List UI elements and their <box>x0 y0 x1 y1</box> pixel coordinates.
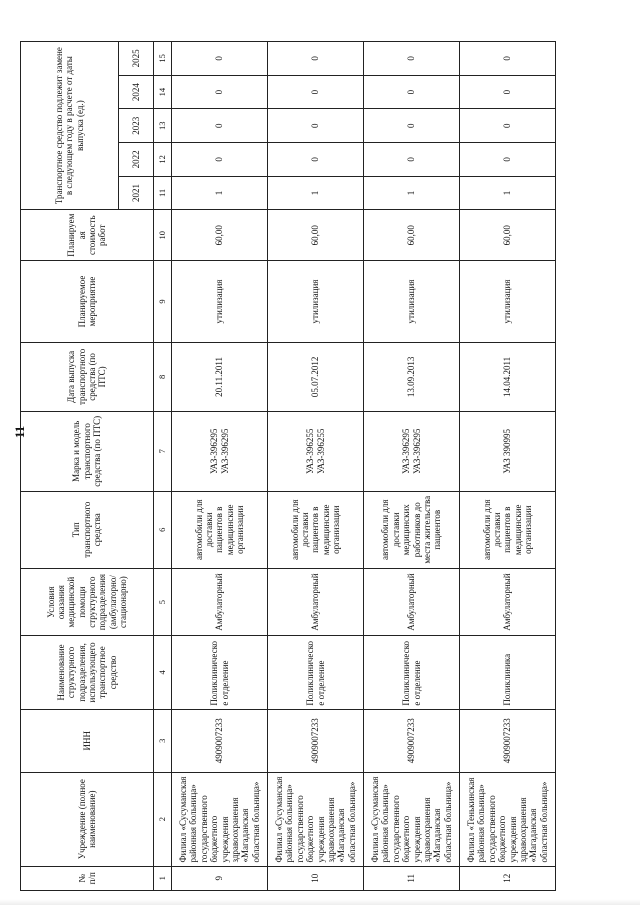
cell-vehicle-type: автомобили для доставки пациентов в медицинские организации <box>268 491 364 568</box>
cell-institution: Филиал «Сусуманская районная больница» государственного бюджетного учреждения здравоохранения «Магаданская областная больница» <box>364 772 460 866</box>
cell-year-value: 1 <box>172 176 268 210</box>
cell-conditions: Амбулаторный <box>268 568 364 635</box>
column-number: 9 <box>154 261 172 343</box>
cell-brand-model: УАЗ-396295 УАЗ-396295 <box>172 412 268 491</box>
cell-year-value: 0 <box>460 109 556 143</box>
header-num: № п/п <box>21 866 154 890</box>
cell-division: Поликлиническое отделение <box>268 636 364 709</box>
cell-planned-action: утилизация <box>460 261 556 343</box>
cell-year-value: 0 <box>172 143 268 177</box>
cell-inn: 4909007233 <box>172 709 268 772</box>
cell-conditions: Амбулаторный <box>460 568 556 635</box>
cell-inn: 4909007233 <box>460 709 556 772</box>
cell-inn: 4909007233 <box>268 709 364 772</box>
scan-edge-shadow <box>0 899 640 905</box>
cell-year-value: 1 <box>268 176 364 210</box>
cell-conditions: Амбулаторный <box>172 568 268 635</box>
cell-inn: 4909007233 <box>364 709 460 772</box>
cell-year-value: 0 <box>364 42 460 76</box>
cell-institution: Филиал «Сусуманская районная больница» государственного бюджетного учреждения здравоохранения «Магаданская областная больница» <box>268 772 364 866</box>
cell-year-value: 0 <box>364 75 460 109</box>
header-year: 2022 <box>119 143 154 177</box>
header-planned-cost: Планируемая стоимость работ <box>21 210 154 261</box>
cell-year-value: 1 <box>364 176 460 210</box>
cell-planned-cost: 60,00 <box>460 210 556 261</box>
cell-institution: Филиал «Тенькинская районная больница» государственного бюджетного учреждения здравоохранения «Магаданская областная больница» <box>460 772 556 866</box>
cell-num: 10 <box>268 866 364 890</box>
column-number: 13 <box>154 109 172 143</box>
header-planned-action: Планируемое мероприятие <box>21 261 154 343</box>
header-year: 2023 <box>119 109 154 143</box>
cell-planned-action: утилизация <box>172 261 268 343</box>
cell-planned-cost: 60,00 <box>364 210 460 261</box>
cell-brand-model: УАЗ-396295 УАЗ-396295 <box>364 412 460 491</box>
cell-year-value: 0 <box>460 75 556 109</box>
cell-planned-action: утилизация <box>268 261 364 343</box>
cell-year-value: 0 <box>172 109 268 143</box>
table-row <box>268 42 364 891</box>
cell-year-value: 0 <box>268 109 364 143</box>
cell-year-value: 0 <box>172 75 268 109</box>
header-year: 2021 <box>119 176 154 210</box>
column-number: 11 <box>154 176 172 210</box>
cell-conditions: Амбулаторный <box>364 568 460 635</box>
column-number: 7 <box>154 412 172 491</box>
column-number: 8 <box>154 342 172 411</box>
cell-year-value: 1 <box>460 176 556 210</box>
cell-year-value: 0 <box>460 42 556 76</box>
column-number: 15 <box>154 42 172 76</box>
cell-brand-model: УАЗ-396255 УАЗ-396255 <box>268 412 364 491</box>
column-number: 5 <box>154 568 172 635</box>
cell-vehicle-type: автомобили для доставки пациентов в медицинские организации <box>460 491 556 568</box>
column-number: 1 <box>154 866 172 890</box>
cell-num: 12 <box>460 866 556 890</box>
header-vehicle-type: Тип транспортного средства <box>21 491 154 568</box>
column-number: 10 <box>154 210 172 261</box>
cell-division: Поликлиническое отделение <box>364 636 460 709</box>
header-brand-model: Марка и модель транспортного средства (по ПТС) <box>21 412 154 491</box>
cell-division: Поликлиническое отделение <box>172 636 268 709</box>
cell-planned-cost: 60,00 <box>268 210 364 261</box>
table-row <box>364 42 460 891</box>
column-number: 4 <box>154 636 172 709</box>
cell-release-date: 20.11.2011 <box>172 342 268 411</box>
cell-year-value: 0 <box>268 75 364 109</box>
cell-institution: Филиал «Сусуманская районная больница» государственного бюджетного учреждения здравоохранения «Магаданская областная больница» <box>172 772 268 866</box>
table-row <box>172 42 268 891</box>
header-institution: Учреждение (полное наименование) <box>21 772 154 866</box>
column-number: 3 <box>154 709 172 772</box>
column-number: 2 <box>154 772 172 866</box>
cell-year-value: 0 <box>172 42 268 76</box>
cell-vehicle-type: автомобили для доставки медицинских работников до места жительства пациентов <box>364 491 460 568</box>
header-year: 2025 <box>119 42 154 76</box>
cell-num: 9 <box>172 866 268 890</box>
column-number: 14 <box>154 75 172 109</box>
cell-year-value: 0 <box>364 109 460 143</box>
cell-year-value: 0 <box>268 42 364 76</box>
header-release-date: Дата выпуска транспортного средства (по ПТС) <box>21 342 154 411</box>
cell-planned-cost: 60,00 <box>172 210 268 261</box>
vehicle-replacement-table <box>20 41 556 891</box>
cell-num: 11 <box>364 866 460 890</box>
cell-division: Поликлиника <box>460 636 556 709</box>
cell-year-value: 0 <box>268 143 364 177</box>
header-year: 2024 <box>119 75 154 109</box>
cell-release-date: 13.09.2013 <box>364 342 460 411</box>
column-number: 12 <box>154 143 172 177</box>
table-row <box>460 42 556 891</box>
header-replacement-group: Транспортное средство подлежит замене в следующем году в расчете от даты выпуска (ед.) <box>21 42 119 210</box>
header-inn: ИНН <box>21 709 154 772</box>
page-number: 11 <box>12 425 27 439</box>
header-division: Наименование структурного подразделения, использующего транспортное средство <box>21 636 154 709</box>
cell-release-date: 05.07.2012 <box>268 342 364 411</box>
cell-year-value: 0 <box>364 143 460 177</box>
header-conditions: Условия оказания медицинской помощи структурного подразделения (амбулаторно/ стационарно) <box>21 568 154 635</box>
column-number: 6 <box>154 491 172 568</box>
cell-vehicle-type: автомобили для доставки пациентов в медицинские организации <box>172 491 268 568</box>
column-numbers-row <box>154 42 172 891</box>
cell-planned-action: утилизация <box>364 261 460 343</box>
cell-release-date: 14.04.2011 <box>460 342 556 411</box>
cell-brand-model: УАЗ 390995 <box>460 412 556 491</box>
cell-year-value: 0 <box>460 143 556 177</box>
